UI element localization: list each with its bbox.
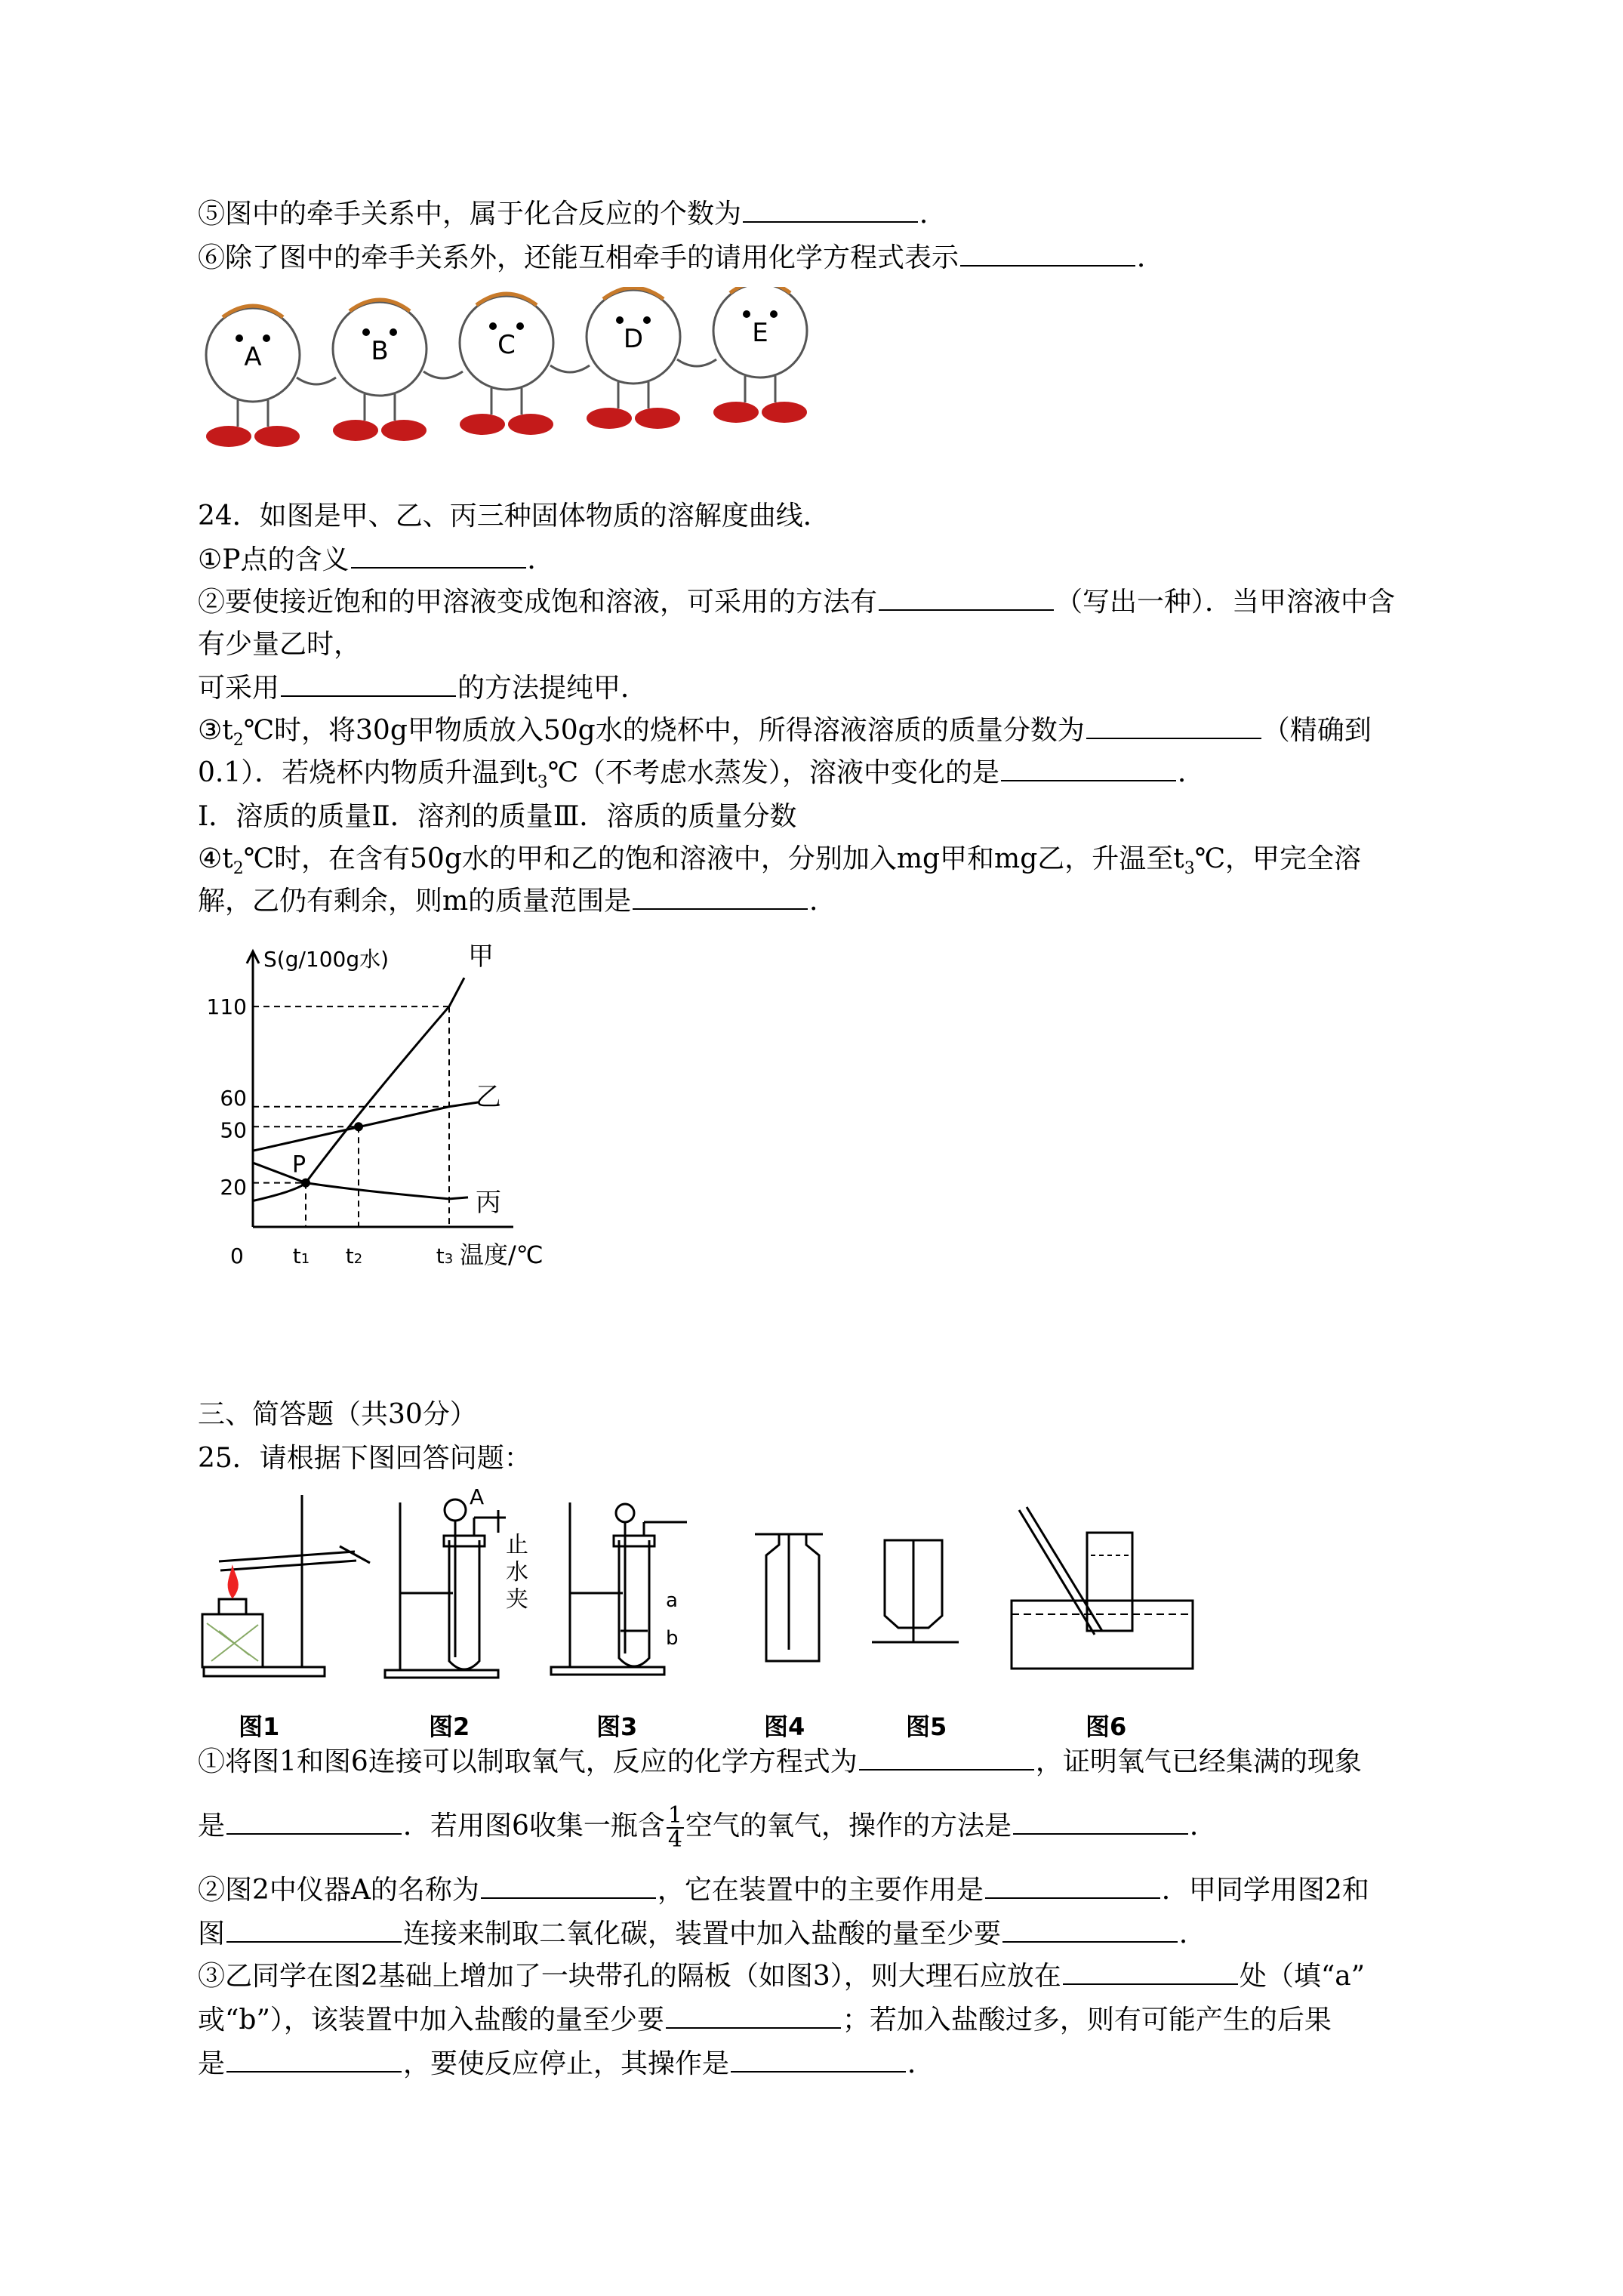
y-tick-50: 50 [220,1117,247,1143]
x-tick-t1: t1 [292,1244,310,1268]
q25-part2-line1: ②图2中仪器A的名称为 ，它在装置中的主要作用是 ．甲同学用图2和 [198,1875,1369,1906]
section-3-title: 三、简答题（共30分） [198,1399,477,1430]
cartoon-label-c: C [497,330,516,360]
fig1-caption: 图1 [239,1712,280,1741]
fig1-heating-apparatus [202,1495,370,1676]
fig4-collection-bottle [755,1534,823,1661]
point-p [301,1179,310,1188]
q24-part3-options: Ⅰ．溶质的质量Ⅱ．溶剂的质量Ⅲ．溶质的质量分数 [198,801,797,832]
x-tick-t3: t3 [436,1244,454,1268]
q25-part1-line1: ①将图1和图6连接可以制取氧气，反应的化学方程式为 ，证明氧气已经集满的现象 [198,1746,1362,1777]
q24-part3-line2: 0.1）．若烧杯内物质升温到$t_3℃$（不考虑水蒸发），溶液中变化的是 ． [198,757,1206,793]
y-tick-60: 60 [220,1085,247,1111]
cartoon-label-e: E [752,318,768,348]
fig2-clamp-label-1: 止 [506,1532,528,1558]
q24-stem: 24．如图是甲、乙、丙三种固体物质的溶解度曲线． [198,501,830,532]
q24-part2-line3: 可采用 的方法提纯甲． [198,673,648,704]
q24-part3-line1: $③t_2℃$时，将30g甲物质放入50g水的烧杯中，所得溶液溶质的质量分数为 （精确到 [198,715,1372,750]
q24-part2-line2: 有少量乙时， [198,629,362,660]
q25-apparatus-figures [189,1480,1223,1699]
cartoon-figure-d [587,288,716,429]
point-intersection-t2 [354,1122,363,1131]
series-label-1: 甲 [468,942,494,972]
fig5-inverted-bottle [872,1540,959,1642]
cartoon-figure-a [206,306,336,447]
solubility-chart [189,929,581,1306]
cartoon-label-a: A [244,342,262,372]
fig5-caption: 图5 [906,1712,947,1741]
q24-part2-line1: ②要使接近饱和的甲溶液变成饱和溶液，可采用的方法有 （写出一种）．当甲溶液中含 [198,587,1396,618]
q25-stem: 25．请根据下图回答问题： [198,1443,531,1474]
cartoon-figure-c [460,294,590,435]
fig2-caption: 图2 [429,1712,470,1741]
cartoon-label-d: D [623,324,644,354]
q25-part3-line3: 是 ，要使反应停止，其操作是 ． [198,2048,935,2079]
q24-part1: ①P点的含义 ． [198,544,555,575]
y-tick-20: 20 [220,1174,247,1200]
fig2-generation-apparatus [385,1499,506,1678]
cartoon-figure-b [333,300,463,441]
q23-figure-cartoon [196,287,861,453]
q25-part2-line2: 图 连接来制取二氧化碳，装置中加入盐酸的量至少要 ． [198,1918,1207,1949]
fig2-clamp-label-3: 夹 [506,1586,528,1613]
fig6-caption: 图6 [1086,1712,1127,1741]
q25-part3-line2: 或“b”），该装置中加入盐酸的量至少要 ；若加入盐酸过多，则有可能产生的后果 [198,2005,1332,2036]
fig3-label-a: a [666,1589,678,1612]
point-p-label: P [292,1151,306,1179]
q25-part3-line1: ③乙同学在图2基础上增加了一块带孔的隔板（如图3），则大理石应放在 处（填“a” [198,1961,1366,1992]
fig4-caption: 图4 [764,1712,805,1741]
fig6-water-trough [1012,1507,1193,1669]
cartoon-figure-e [713,287,807,423]
y-tick-110: 110 [206,994,247,1020]
x-tick-t2: t2 [345,1244,363,1268]
q24-part4-line2: 解，乙仍有剩余，则m的质量范围是 ． [198,886,837,917]
q23-item6: ⑥除了图中的牵手关系外，还能互相牵手的请用化学方程式表示 ． [198,242,1165,273]
series-label-2: 乙 [476,1081,501,1112]
fig2-label-A: A [470,1484,485,1509]
q24-part4-line1: $④t_2℃$时，在含有50g水的甲和乙的饱和溶液中，分别加入mg甲和mg乙，升温至$t_3℃$，甲完全溶 [198,843,1361,879]
x-axis-label: 温度/℃ [460,1240,544,1269]
fig3-caption: 图3 [596,1712,638,1741]
curve-1 [253,978,464,1200]
q25-part1-line2: 是 ．若用图6收集一瓶含 $\frac{1}{4}$ 空气的氧气，操作的方法是 ． [198,1802,1218,1853]
fraction-one-quarter: $\frac{1}{4}$ [667,1802,683,1853]
q23-item5: ⑤图中的牵手关系中，属于化合反应的个数为 ． [198,199,947,230]
cartoon-label-b: B [371,336,389,366]
fig3-label-b: b [666,1627,679,1650]
fig2-clamp-label-2: 水 [506,1559,528,1586]
origin-label: 0 [230,1244,244,1268]
y-axis-label: S(g/100g水) [263,947,390,972]
series-label-3: 丙 [476,1187,501,1218]
